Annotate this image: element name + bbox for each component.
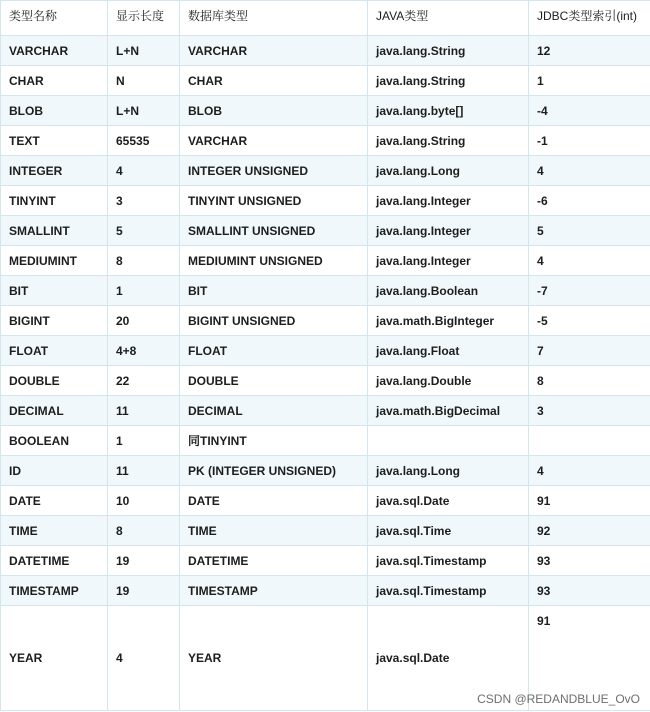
java-type-cell: java.lang.Long: [368, 156, 529, 186]
type-name-cell: DECIMAL: [1, 396, 108, 426]
watermark: CSDN @REDANDBLUE_OvO: [477, 692, 640, 706]
table-row: [1, 336, 650, 366]
table-row: [1, 306, 650, 336]
jdbc-index-cell: 3: [529, 396, 650, 426]
display-length-cell: L+N: [108, 36, 180, 66]
db-type-cell: TIMESTAMP: [180, 576, 368, 606]
jdbc-index-cell: 4: [529, 156, 650, 186]
db-type-cell: TIME: [180, 516, 368, 546]
jdbc-index-cell: -5: [529, 306, 650, 336]
type-name-cell: TEXT: [1, 126, 108, 156]
table-row: [1, 456, 650, 486]
jdbc-index-cell: 91: [529, 486, 650, 516]
jdbc-index-cell: 7: [529, 336, 650, 366]
db-type-cell: CHAR: [180, 66, 368, 96]
java-type-cell: java.lang.Double: [368, 366, 529, 396]
type-name-cell: TIMESTAMP: [1, 576, 108, 606]
java-type-cell: java.lang.Integer: [368, 246, 529, 276]
type-name-cell: BIT: [1, 276, 108, 306]
header-java-type: JAVA类型: [368, 1, 529, 36]
type-name-cell: BOOLEAN: [1, 426, 108, 456]
display-length-cell: 8: [108, 516, 180, 546]
db-type-cell: BLOB: [180, 96, 368, 126]
jdbc-index-cell: 4: [529, 246, 650, 276]
type-name-cell: BLOB: [1, 96, 108, 126]
type-name-cell: DATE: [1, 486, 108, 516]
table-row: [1, 366, 650, 396]
table-row: [1, 576, 650, 606]
jdbc-index-cell: 1: [529, 66, 650, 96]
table-row: [1, 516, 650, 546]
display-length-cell: L+N: [108, 96, 180, 126]
db-type-cell: INTEGER UNSIGNED: [180, 156, 368, 186]
table-row: [1, 96, 650, 126]
table-row: [1, 546, 650, 576]
jdbc-index-cell: 92: [529, 516, 650, 546]
java-type-cell: java.lang.String: [368, 126, 529, 156]
jdbc-index-cell: -4: [529, 96, 650, 126]
jdbc-index-cell: 93: [529, 546, 650, 576]
java-type-cell: java.lang.Long: [368, 456, 529, 486]
jdbc-index-cell: 4: [529, 456, 650, 486]
jdbc-index-cell: 12: [529, 36, 650, 66]
java-type-cell: java.lang.Float: [368, 336, 529, 366]
type-name-cell: TIME: [1, 516, 108, 546]
display-length-cell: 22: [108, 366, 180, 396]
db-type-cell: DOUBLE: [180, 366, 368, 396]
display-length-cell: 4: [108, 156, 180, 186]
display-length-cell: 11: [108, 396, 180, 426]
display-length-cell: 19: [108, 576, 180, 606]
header-type-name: 类型名称: [1, 1, 108, 36]
type-name-cell: MEDIUMINT: [1, 246, 108, 276]
db-type-cell: YEAR: [180, 606, 368, 711]
display-length-cell: 5: [108, 216, 180, 246]
table-row: [1, 246, 650, 276]
type-name-cell: YEAR: [1, 606, 108, 711]
java-type-cell: java.sql.Time: [368, 516, 529, 546]
table-row: [1, 66, 650, 96]
java-type-cell: java.sql.Timestamp: [368, 576, 529, 606]
header-jdbc-index: JDBC类型索引(int): [529, 1, 650, 36]
table-row: [1, 396, 650, 426]
display-length-cell: 1: [108, 276, 180, 306]
display-length-cell: 11: [108, 456, 180, 486]
db-type-cell: 同TINYINT: [180, 426, 368, 456]
display-length-cell: N: [108, 66, 180, 96]
display-length-cell: 4: [108, 606, 180, 711]
table-row: [1, 216, 650, 246]
jdbc-index-cell: [529, 426, 650, 456]
db-type-cell: TINYINT UNSIGNED: [180, 186, 368, 216]
type-name-cell: SMALLINT: [1, 216, 108, 246]
db-type-cell: DATE: [180, 486, 368, 516]
type-name-cell: INTEGER: [1, 156, 108, 186]
db-type-cell: DECIMAL: [180, 396, 368, 426]
db-type-cell: SMALLINT UNSIGNED: [180, 216, 368, 246]
header-display-length: 显示长度: [108, 1, 180, 36]
java-type-cell: java.lang.Integer: [368, 186, 529, 216]
java-type-cell: java.math.BigDecimal: [368, 396, 529, 426]
table-row: [1, 36, 650, 66]
db-type-cell: MEDIUMINT UNSIGNED: [180, 246, 368, 276]
display-length-cell: 19: [108, 546, 180, 576]
java-type-cell: java.lang.byte[]: [368, 96, 529, 126]
db-type-cell: BIGINT UNSIGNED: [180, 306, 368, 336]
type-name-cell: TINYINT: [1, 186, 108, 216]
display-length-cell: 4+8: [108, 336, 180, 366]
java-type-cell: java.sql.Date: [368, 606, 529, 711]
jdbc-index-cell: -1: [529, 126, 650, 156]
db-type-cell: FLOAT: [180, 336, 368, 366]
jdbc-index-cell: 8: [529, 366, 650, 396]
java-type-cell: java.sql.Date: [368, 486, 529, 516]
table-row: [1, 276, 650, 306]
java-type-cell: java.sql.Timestamp: [368, 546, 529, 576]
table-row: [1, 156, 650, 186]
display-length-cell: 65535: [108, 126, 180, 156]
type-name-cell: ID: [1, 456, 108, 486]
type-name-cell: BIGINT: [1, 306, 108, 336]
header-db-type: 数据库类型: [180, 1, 368, 36]
db-type-cell: VARCHAR: [180, 36, 368, 66]
type-name-cell: CHAR: [1, 66, 108, 96]
display-length-cell: 3: [108, 186, 180, 216]
jdbc-index-cell: 91: [529, 606, 650, 711]
table-row: [1, 126, 650, 156]
table-row: [1, 186, 650, 216]
java-type-cell: java.lang.Integer: [368, 216, 529, 246]
java-type-cell: java.lang.Boolean: [368, 276, 529, 306]
java-type-cell: java.math.BigInteger: [368, 306, 529, 336]
header-row: [1, 1, 650, 36]
db-type-cell: PK (INTEGER UNSIGNED): [180, 456, 368, 486]
type-name-cell: FLOAT: [1, 336, 108, 366]
table-row: [1, 486, 650, 516]
type-name-cell: DOUBLE: [1, 366, 108, 396]
jdbc-index-cell: -6: [529, 186, 650, 216]
jdbc-index-cell: -7: [529, 276, 650, 306]
jdbc-index-cell: 93: [529, 576, 650, 606]
display-length-cell: 8: [108, 246, 180, 276]
db-type-cell: DATETIME: [180, 546, 368, 576]
type-name-cell: DATETIME: [1, 546, 108, 576]
db-type-cell: BIT: [180, 276, 368, 306]
display-length-cell: 10: [108, 486, 180, 516]
display-length-cell: 1: [108, 426, 180, 456]
jdbc-index-cell: 5: [529, 216, 650, 246]
java-type-cell: java.lang.String: [368, 66, 529, 96]
display-length-cell: 20: [108, 306, 180, 336]
table-row: [1, 426, 650, 456]
java-type-cell: [368, 426, 529, 456]
type-name-cell: VARCHAR: [1, 36, 108, 66]
db-type-cell: VARCHAR: [180, 126, 368, 156]
java-type-cell: java.lang.String: [368, 36, 529, 66]
